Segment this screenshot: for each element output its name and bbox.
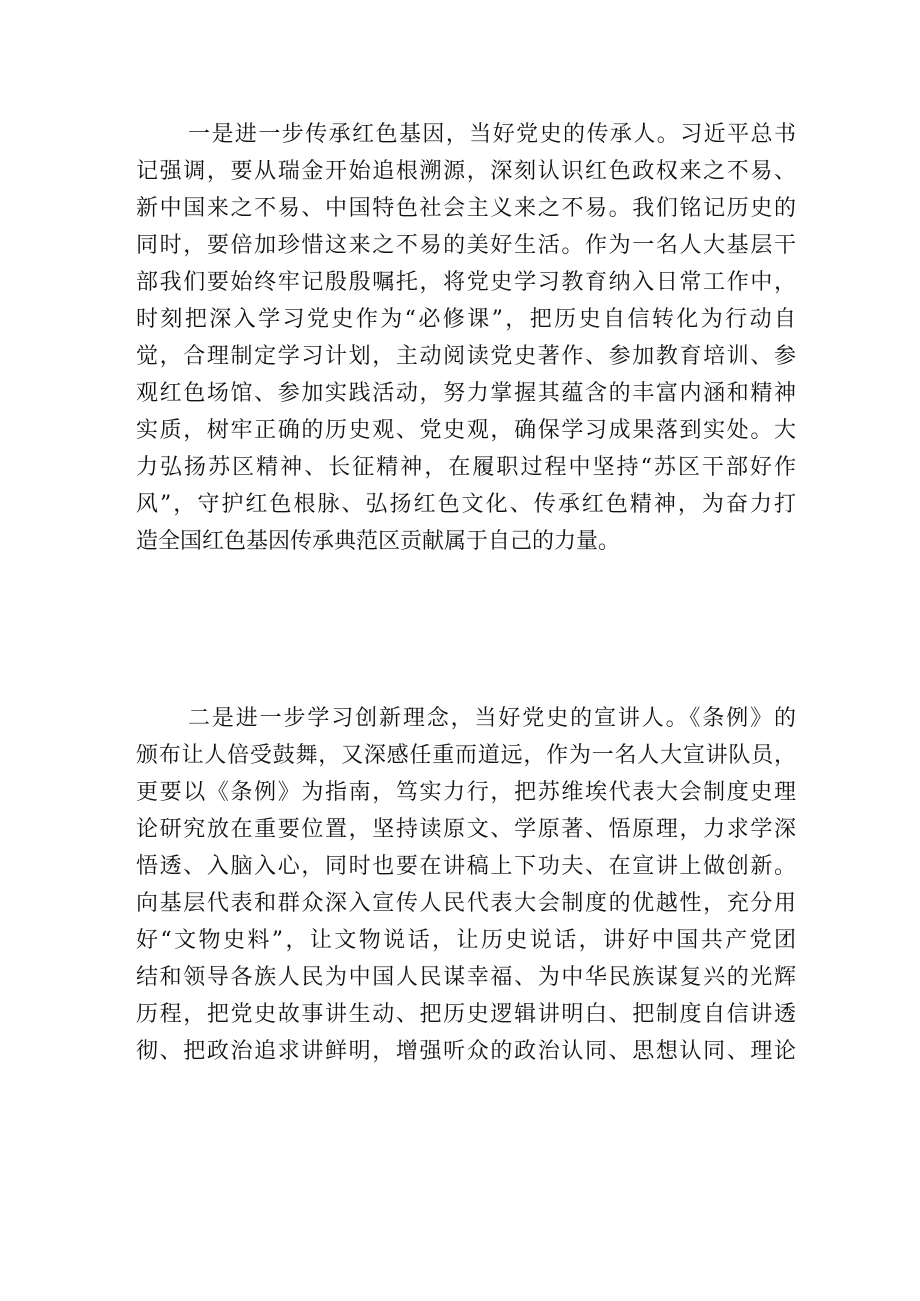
paragraph-line: 实质，树牢正确的历史观、党史观，确保学习成果落到实处。大 (136, 418, 796, 443)
paragraph-line: 部我们要始终牢记殷殷嘱托，将党史学习教育纳入日常工作中， (136, 270, 796, 295)
paragraph-line: 新中国来之不易、中国特色社会主义来之不易。我们铭记历史的 (136, 196, 796, 221)
paragraph-line: 风”，守护红色根脉、弘扬红色文化、传承红色精神，为奋力打 (136, 492, 796, 517)
paragraph-1 (136, 116, 796, 560)
paragraph-line: 历程，把党史故事讲生动、把历史逻辑讲明白、把制度自信讲透 (136, 1002, 796, 1027)
paragraph-line: 力弘扬苏区精神、长征精神，在履职过程中坚持“苏区干部好作 (136, 455, 796, 480)
paragraph-line: 悟透、入脑入心，同时也要在讲稿上下功夫、在宣讲上做创新。 (136, 854, 796, 879)
paragraph-line: 更要以《条例》为指南，笃实力行，把苏维埃代表大会制度史理 (136, 780, 796, 805)
paragraph-line: 观红色场馆、参加实践活动，努力掌握其蕴含的丰富内涵和精神 (136, 381, 796, 406)
paragraph-line: 造全国红色基因传承典范区贡献属于自己的力量。 (136, 529, 621, 554)
paragraph-2 (136, 700, 796, 1070)
paragraph-line: 记强调，要从瑞金开始追根溯源，深刻认识红色政权来之不易、 (136, 159, 796, 184)
paragraph-line: 一是进一步传承红色基因，当好党史的传承人。习近平总书 (188, 122, 796, 147)
paragraph-line: 时刻把深入学习党史作为“必修课”，把历史自信转化为行动自 (136, 307, 796, 332)
paragraph-line: 二是进一步学习创新理念，当好党史的宣讲人。《条例》的 (188, 706, 796, 731)
paragraph-line: 彻、把政治追求讲鲜明，增强听众的政治认同、思想认同、理论 (136, 1039, 796, 1064)
paragraph-line: 同时，要倍加珍惜这来之不易的美好生活。作为一名人大基层干 (136, 233, 796, 258)
paragraph-line: 结和领导各族人民为中国人民谋幸福、为中华民族谋复兴的光辉 (136, 965, 796, 990)
paragraph-line: 论研究放在重要位置，坚持读原文、学原著、悟原理，力求学深 (136, 817, 796, 842)
paragraph-line: 颁布让人倍受鼓舞，又深感任重而道远，作为一名人大宣讲队员， (136, 743, 796, 768)
paragraph-line: 好“文物史料”，让文物说话，让历史说话，讲好中国共产党团 (136, 928, 796, 953)
paragraph-line: 向基层代表和群众深入宣传人民代表大会制度的优越性，充分用 (136, 891, 796, 916)
paragraph-line: 觉，合理制定学习计划，主动阅读党史著作、参加教育培训、参 (136, 344, 796, 369)
